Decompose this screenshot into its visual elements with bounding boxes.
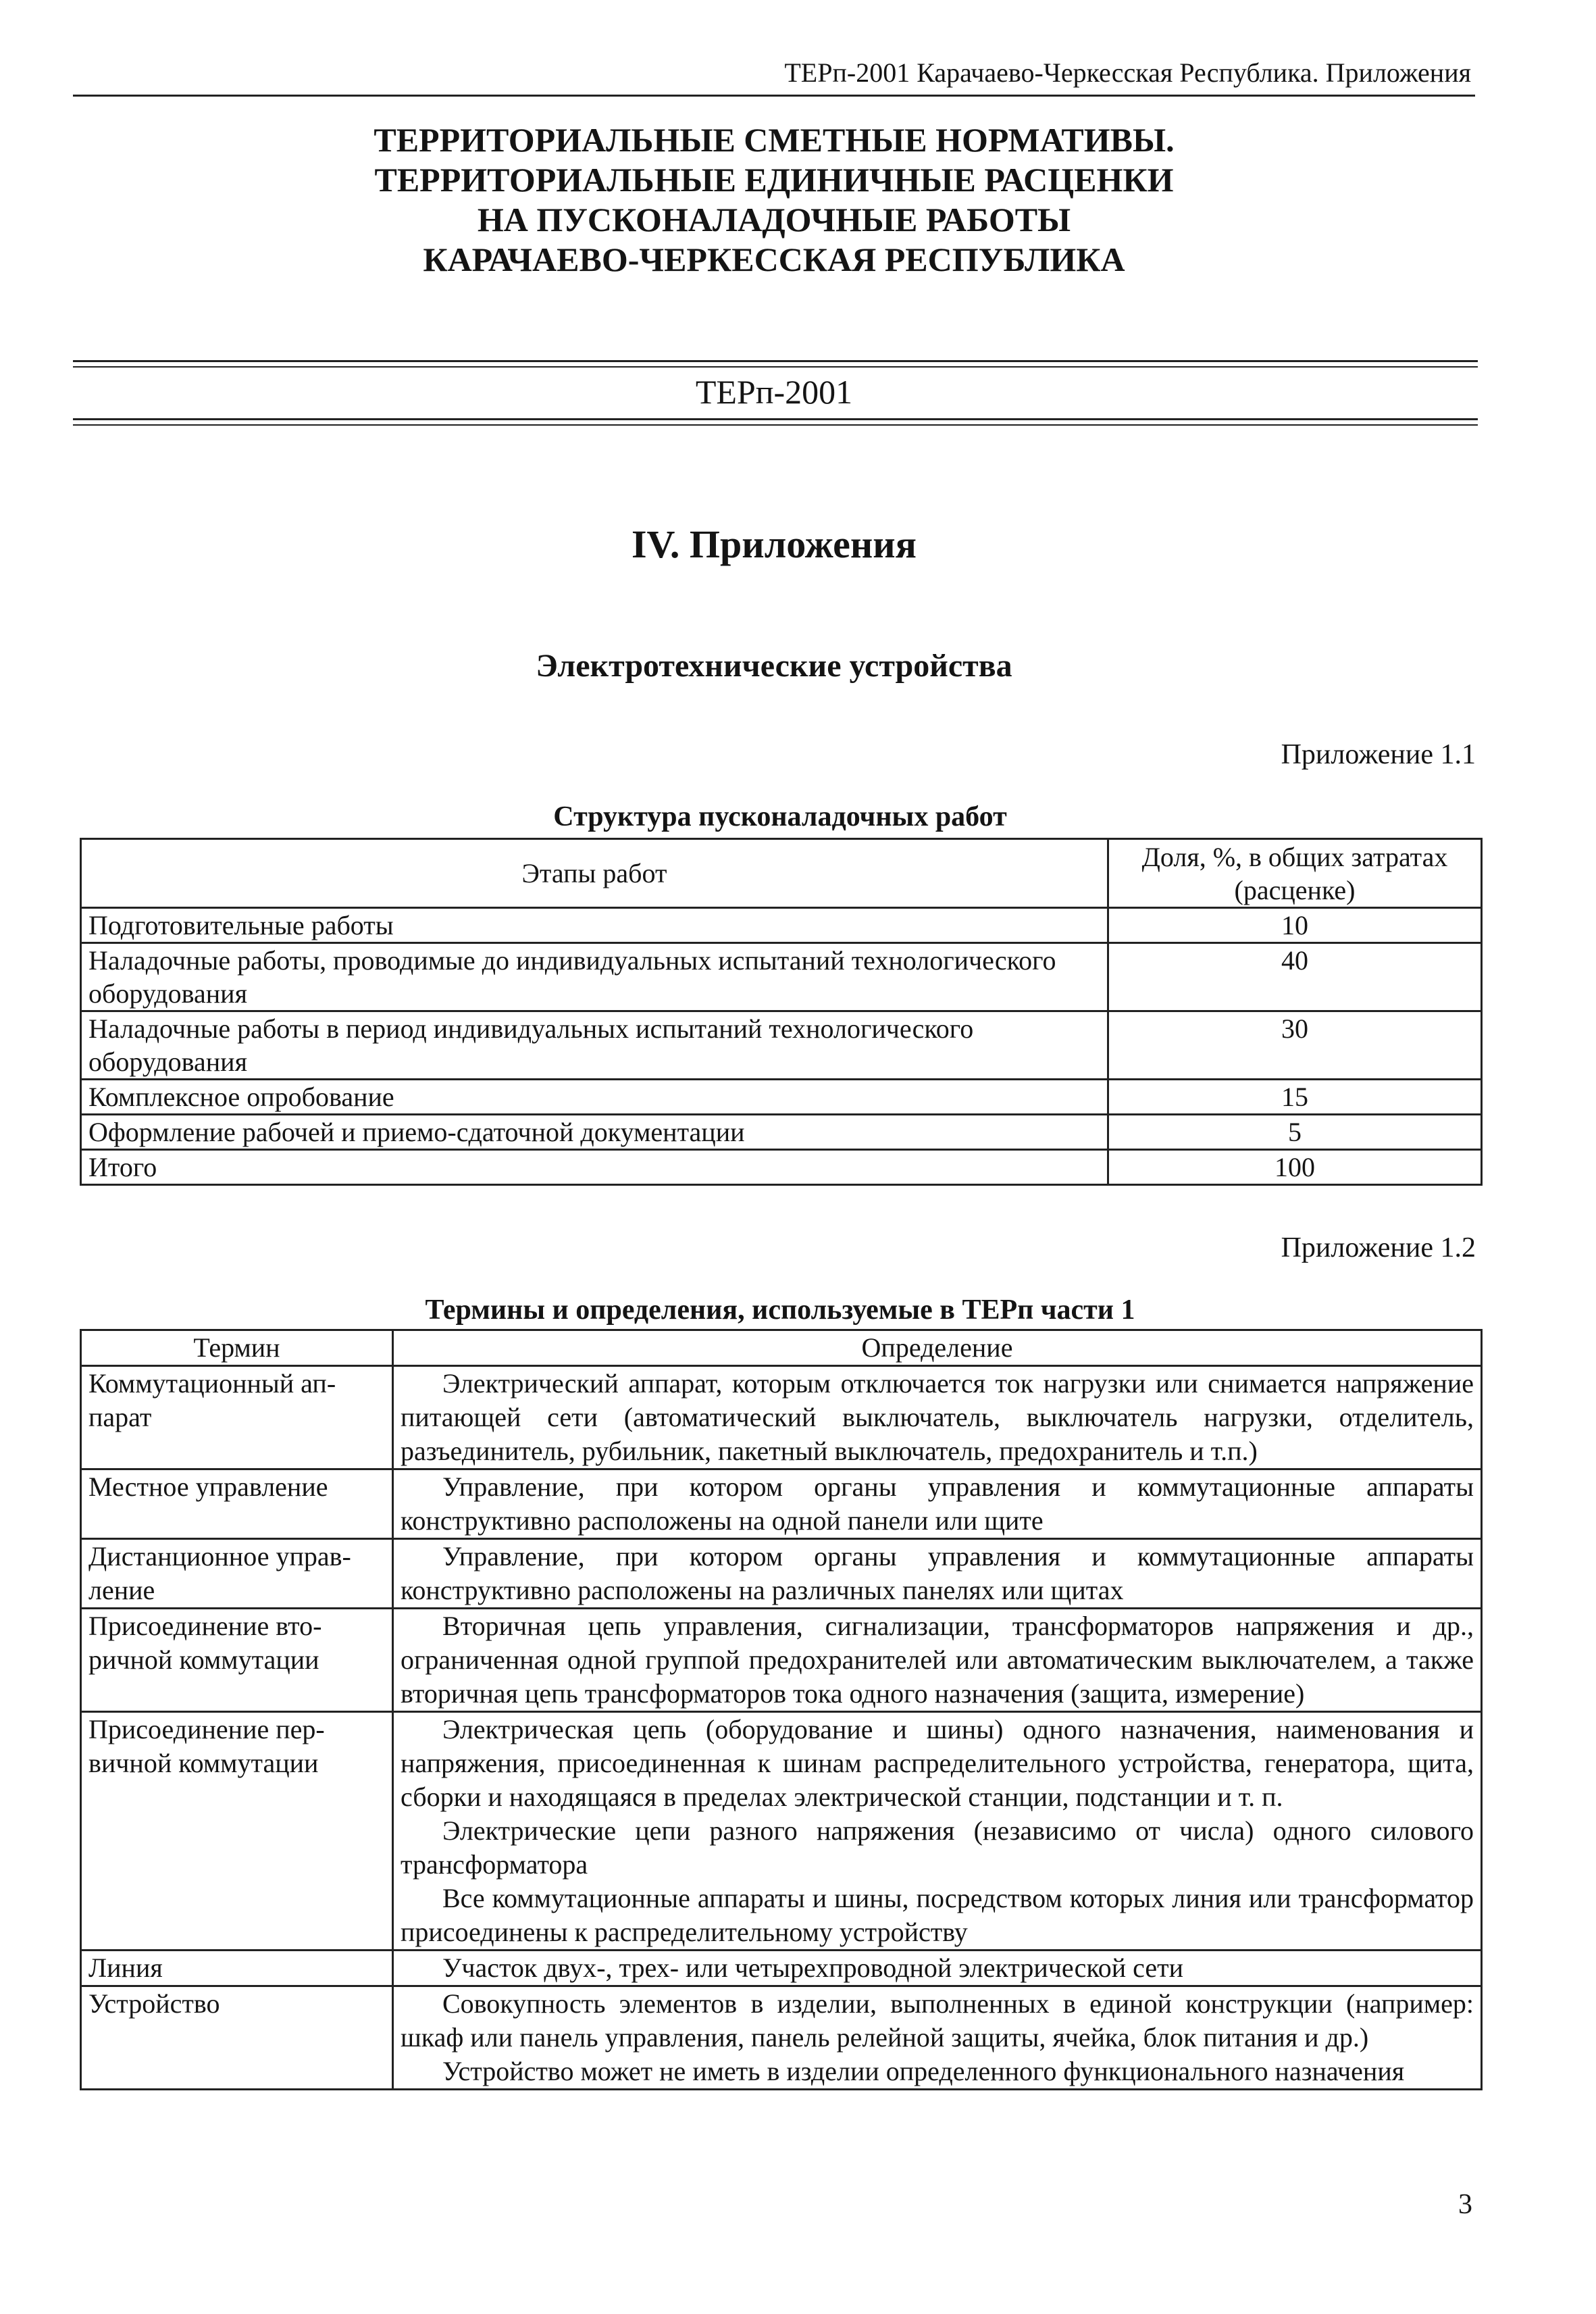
share-cell: 40 [1108, 943, 1482, 1011]
subsection-title: Электротехнические устройства [536, 648, 1012, 684]
definition-paragraph: Совокупность элементов в изделии, выполненных в единой конструкции (например: шкаф или панель управления, панель релейной защиты, ячейка, блок питания и др.) [401, 1988, 1474, 2053]
work-structure-table [80, 838, 1483, 1186]
table-row [81, 1366, 1482, 1469]
term-cell: Линия [81, 1951, 393, 1986]
definition-paragraph: Электрические цепи разного напряжения (независимо от числа) одного силового трансформатора [401, 1815, 1474, 1880]
column-header: Этапы работ [81, 839, 1108, 908]
table-row [81, 1080, 1482, 1115]
definition-paragraph: Вторичная цепь управления, сигнализации, трансформаторов напряжения и др., ограниченная одной группой предохранителей или автоматическим выключателем, а также вторичная цепь трансформаторов тока одного назначения (защита, измерение) [401, 1611, 1474, 1709]
double-rule-bottom [73, 418, 1478, 426]
stage-cell: Наладочные работы в период индивидуальных испытаний технологического оборудования [81, 1011, 1108, 1080]
section-title: IV. Приложения [631, 522, 917, 566]
table-row [81, 1986, 1482, 2090]
definition-paragraph: Электрическая цепь (оборудование и шины) одного назначения, наименования и напряжения, присоединенная к шинам распределительного устройства, генератора, щита, сборки и находящаяся в пределах электрической станции, подстанции и т. п. [401, 1714, 1474, 1812]
appendix-2-title: Термины и определения, используемые в ТЕРп части 1 [425, 1294, 1135, 1326]
column-header: Определение [393, 1330, 1482, 1366]
share-cell: 10 [1108, 908, 1482, 943]
definition-paragraph: Устройство может не иметь в изделии определенного функционального назначения [442, 2056, 1405, 2086]
stage-cell: Итого [81, 1150, 1108, 1185]
definition-paragraph: Участок двух-, трех- или четырехпроводной электрической сети [442, 1953, 1184, 1983]
term-cell: Присоединение вто-ричной коммутации [81, 1609, 393, 1712]
table-row [81, 1115, 1482, 1150]
term-cell: Местное управление [81, 1469, 393, 1539]
table-row [81, 1712, 1482, 1951]
definition-paragraph: Управление, при котором органы управления и коммутационные аппараты конструктивно расположены на различных панелях или щитах [401, 1541, 1474, 1605]
term-cell: Устройство [81, 1986, 393, 2090]
share-cell: 15 [1108, 1080, 1482, 1115]
table-header-row [81, 839, 1482, 908]
table-row [81, 1011, 1482, 1080]
definition-cell [393, 1539, 1482, 1609]
share-cell: 5 [1108, 1115, 1482, 1150]
page-number: 3 [1458, 2189, 1472, 2220]
table-row [81, 1150, 1482, 1185]
share-cell: 100 [1108, 1150, 1482, 1185]
definition-paragraph: Электрический аппарат, которым отключается ток нагрузки или снимается напряжение питающей сети (автоматический выключатель, выключатель нагрузки, отделитель, разъединитель, рубильник, пакетный выключатель, предохранитель и т.п.) [401, 1368, 1474, 1466]
document-code: ТЕРп-2001 [695, 373, 853, 411]
document-title [73, 120, 1475, 280]
table-row [81, 1469, 1482, 1539]
stage-cell: Оформление рабочей и приемо-сдаточной документации [81, 1115, 1108, 1150]
definition-cell [393, 1469, 1482, 1539]
table-row [81, 1951, 1482, 1986]
title-line: ТЕРРИТОРИАЛЬНЫЕ ЕДИНИЧНЫЕ РАСЦЕНКИ [374, 161, 1174, 199]
share-cell: 30 [1108, 1011, 1482, 1080]
stage-cell: Комплексное опробование [81, 1080, 1108, 1115]
definition-cell [393, 1366, 1482, 1469]
definition-cell [393, 1986, 1482, 2090]
table-row [81, 908, 1482, 943]
definition-paragraph: Управление, при котором органы управления и коммутационные аппараты конструктивно расположены на одной панели или щите [401, 1472, 1474, 1536]
definition-cell [393, 1609, 1482, 1712]
term-cell: Присоединение пер-вичной коммутации [81, 1712, 393, 1951]
stage-cell: Наладочные работы, проводимые до индивидуальных испытаний технологического оборудования [81, 943, 1108, 1011]
table-header-row [81, 1330, 1482, 1366]
column-header: Доля, %, в общих затратах (расценке) [1108, 839, 1482, 908]
appendix-2-label: Приложение 1.2 [1281, 1232, 1476, 1263]
definition-cell [393, 1951, 1482, 1986]
title-line: ТЕРРИТОРИАЛЬНЫЕ СМЕТНЫЕ НОРМАТИВЫ. [374, 121, 1175, 159]
running-header: ТЕРп-2001 Карачаево-Черкесская Республика. Приложения [784, 57, 1471, 88]
title-line: НА ПУСКОНАЛАДОЧНЫЕ РАБОТЫ [477, 201, 1071, 238]
term-cell: Коммутационный ап-парат [81, 1366, 393, 1469]
appendix-1-title: Структура пусконаладочных работ [553, 801, 1007, 832]
double-rule-top [73, 360, 1478, 368]
terms-table [80, 1329, 1483, 2090]
table-row [81, 943, 1482, 1011]
table-row [81, 1609, 1482, 1712]
title-line: КАРАЧАЕВО-ЧЕРКЕССКАЯ РЕСПУБЛИКА [423, 241, 1125, 278]
definition-cell [393, 1712, 1482, 1951]
appendix-1-label: Приложение 1.1 [1281, 739, 1476, 770]
column-header: Термин [81, 1330, 393, 1366]
header-rule [73, 95, 1475, 97]
term-cell: Дистанционное управ-ление [81, 1539, 393, 1609]
definition-paragraph: Все коммутационные аппараты и шины, посредством которых линия или трансформатор присоединены к распределительному устройству [401, 1883, 1474, 1947]
stage-cell: Подготовительные работы [81, 908, 1108, 943]
table-row [81, 1539, 1482, 1609]
